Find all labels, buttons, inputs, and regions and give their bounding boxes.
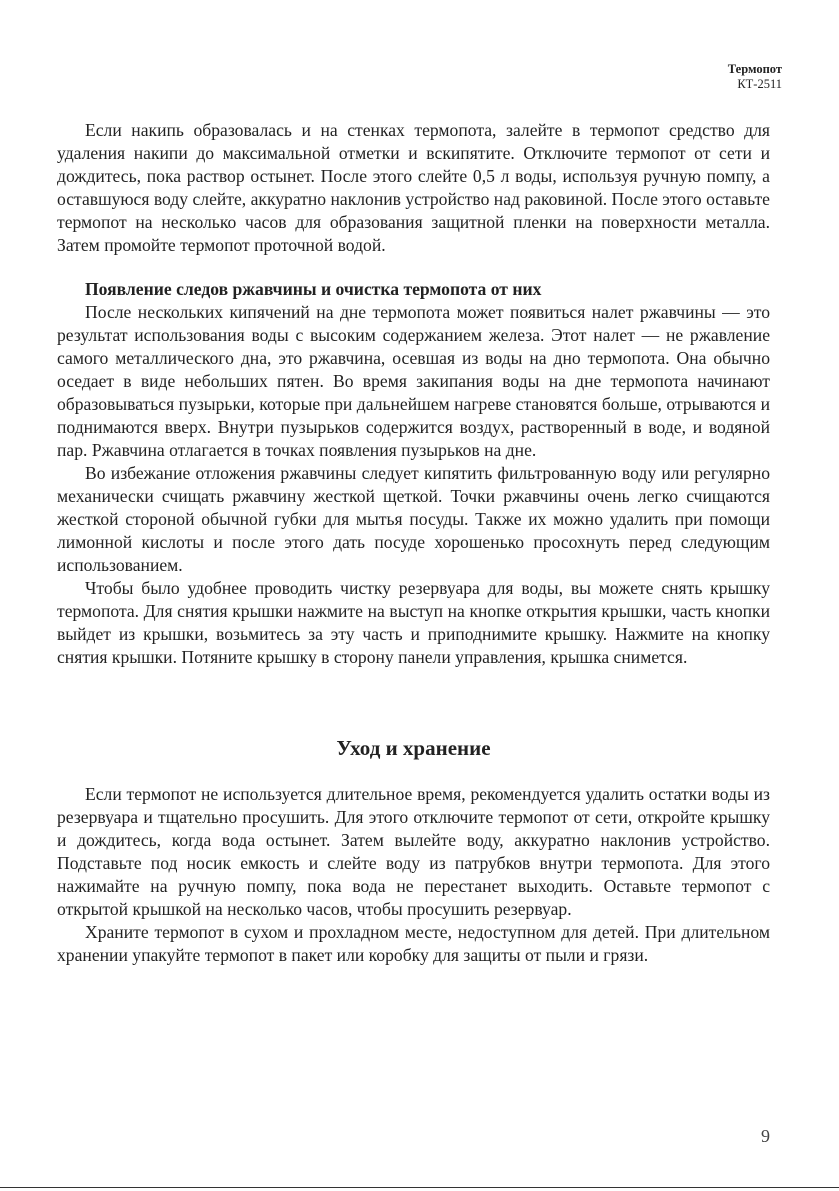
rust-section-heading: Появление следов ржавчины и очистка термопота от них: [85, 279, 542, 299]
rust-paragraph-3: Чтобы было удобнее проводить чистку резервуара для воды, вы можете снять крышку термопота. Для снятия крышки нажмите на выступ на кнопке открытия крышки, часть кнопки выйдет из крышки, возьмитесь за эту часть и приподнимите крышку. Нажмите на кнопку снятия крышки. Потяните крышку в сторону панели управления, крышка снимется.: [57, 578, 770, 667]
product-name: Термопот: [727, 62, 782, 76]
page-number: 9: [761, 1126, 770, 1146]
care-paragraph-2: Храните термопот в сухом и прохладном месте, недоступном для детей. При длительном хранении упакуйте термопот в пакет или коробку для защиты от пыли и грязи.: [57, 922, 770, 965]
page-content: [57, 119, 770, 967]
rust-paragraph-1: После нескольких кипячений на дне термопота может появиться налет ржавчины — это результат использования воды с высоким содержанием железа. Этот налет — не ржавление самого металлического дна, это ржавчина, осевшая из воды на дно термопота. Она обычно оседает в виде небольших пятен. Во время закипания воды на дне термопота начинают образовываться пузырьки, которые при дальнейшем нагреве становятся больше, отрываются и поднимаются вверх. Внутри пузырьков содержится воздух, растворенный в воде, и водяной пар. Ржавчина отлагается в точках появления пузырьков на дне.: [57, 302, 770, 460]
care-section-title: Уход и хранение: [336, 736, 491, 760]
rust-paragraph-2: Во избежание отложения ржавчины следует кипятить фильтрованную воду или регулярно механически счищать ржавчину жесткой щеткой. Точки ржавчины очень легко счищаются жесткой стороной обычной губки для мытья посуды. Также их можно удалить при помощи лимонной кислоты и после этого дать посуде хорошенько просохнуть перед следующим использованием.: [57, 463, 770, 575]
model-number: КТ-2511: [737, 77, 782, 91]
page-header: [728, 62, 782, 92]
intro-paragraph: Если накипь образовалась и на стенках термопота, залейте в термопот средство для удаления накипи до максимальной отметки и вскипятите. Отключите термопот от сети и дождитесь, пока раствор остынет. После этого слейте 0,5 л воды, используя ручную помпу, а оставшуюся воду слейте, аккуратно наклонив устройство над раковиной. После этого оставьте термопот на несколько часов для образования защитной пленки на поверхности металла. Затем промойте термопот проточной водой.: [57, 120, 770, 255]
bottom-divider: [0, 1187, 839, 1188]
care-paragraph-1: Если термопот не используется длительное время, рекомендуется удалить остатки воды из резервуара и тщательно просушить. Для этого отключите термопот от сети, откройте крышку и дождитесь, когда вода остынет. Затем вылейте воду, аккуратно наклонив устройство. Подставьте под носик емкость и слейте воду из патрубков внутри термопота. Для этого нажимайте на ручную помпу, пока вода не перестанет выходить. Оставьте термопот с открытой крышкой на несколько часов, чтобы просушить резервуар.: [57, 784, 770, 919]
